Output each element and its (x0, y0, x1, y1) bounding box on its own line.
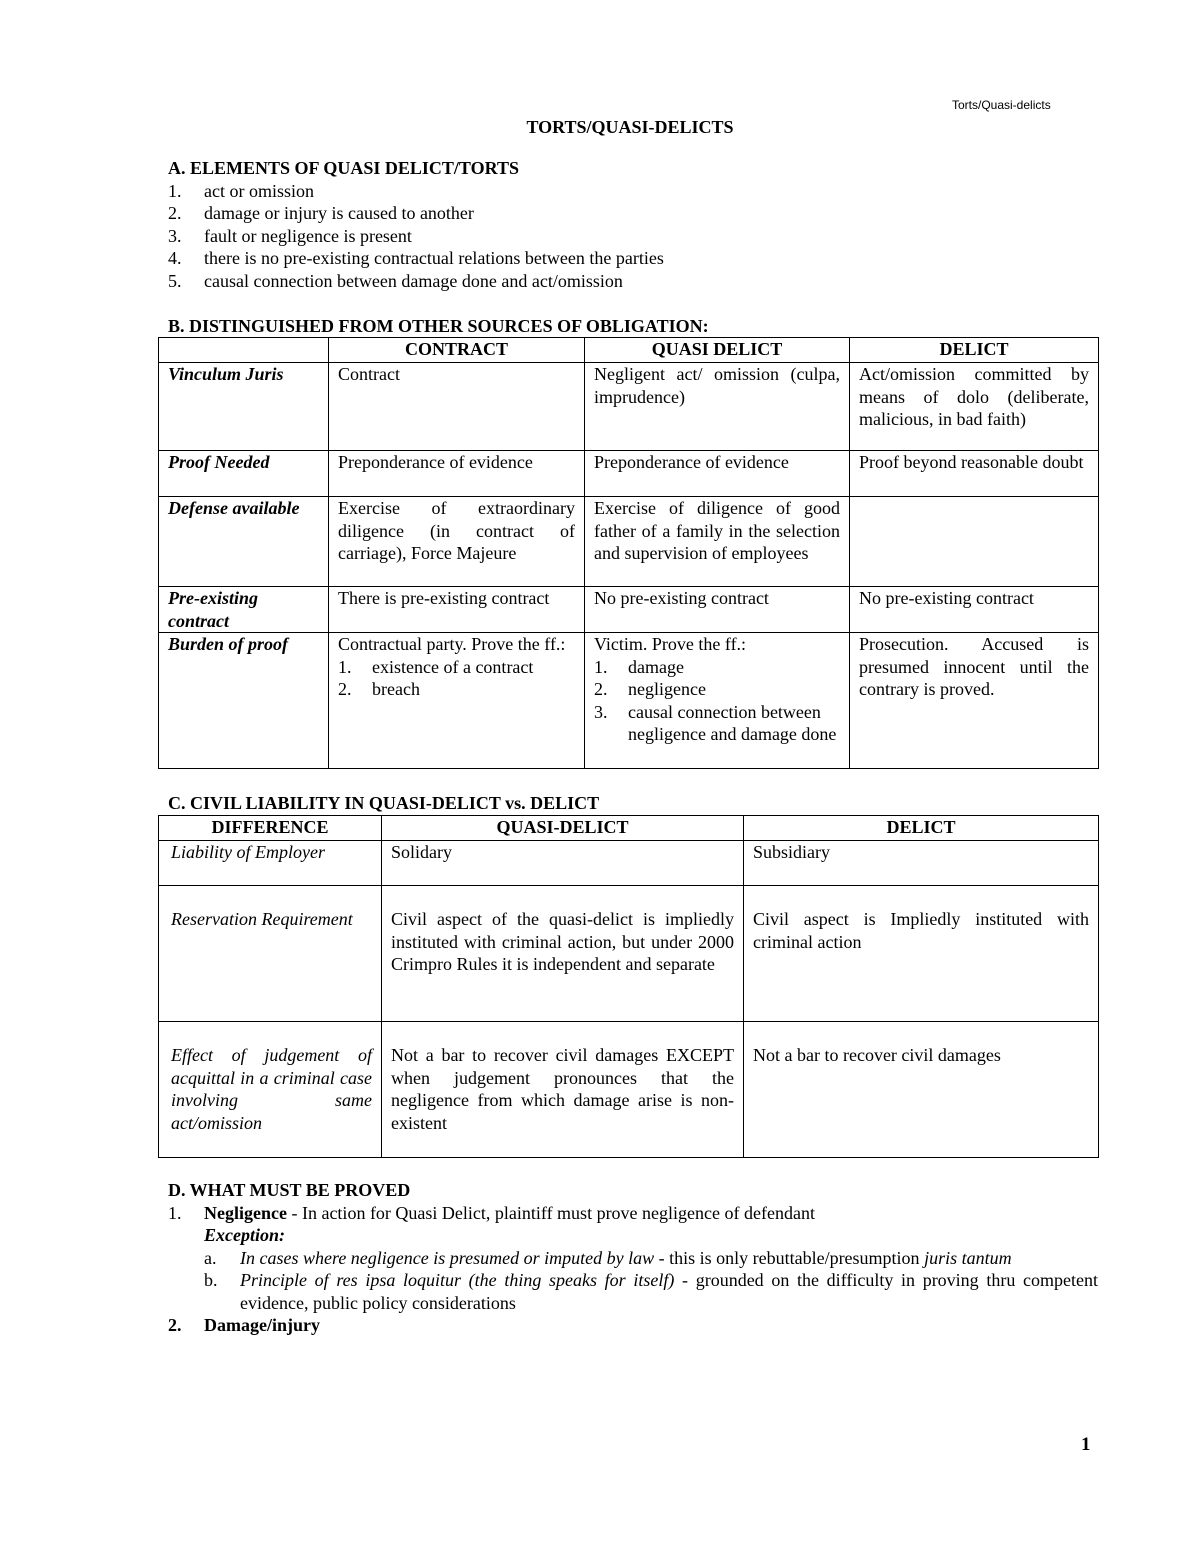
row-label: Burden of proof (159, 633, 329, 769)
table-cell: Civil aspect is Impliedly instituted with criminal action (744, 886, 1099, 1022)
list-number: 1. (594, 656, 608, 677)
list-item (168, 225, 1098, 248)
list-text: act or omission (204, 180, 314, 201)
table-cell: Act/omission committed by means of dolo (deliberate, malicious, in bad faith) (850, 363, 1099, 451)
header-cell: DIFFERENCE (159, 816, 382, 841)
list-bold-term: Damage/injury (204, 1315, 320, 1335)
cell-list (338, 656, 575, 701)
list-text: damage (628, 656, 684, 677)
cell-intro: Contractual party. Prove the ff.: (338, 634, 566, 654)
list-item (168, 1202, 1098, 1315)
header-cell: QUASI DELICT (585, 338, 850, 363)
list-number: 1. (168, 1202, 182, 1223)
elements-list (168, 180, 1098, 293)
row-label: Liability of Employer (159, 841, 382, 886)
table-cell: Not a bar to recover civil damages (744, 1022, 1099, 1158)
header-cell: QUASI-DELICT (382, 816, 744, 841)
table-cell: Contract (329, 363, 585, 451)
table-header-row (159, 816, 1099, 841)
table-row (159, 451, 1099, 497)
list-text: causal connection between negligence and damage done (628, 701, 837, 744)
table-cell: Not a bar to recover civil damages EXCEPT when judgement pronounces that the negligence from which damage arise is non-existent (382, 1022, 744, 1158)
header-cell: CONTRACT (329, 338, 585, 363)
table-header-row (159, 338, 1099, 363)
row-label: Defense available (159, 497, 329, 587)
header-cell: DELICT (850, 338, 1099, 363)
section-a (168, 157, 1098, 292)
table-cell (329, 633, 585, 769)
list-italic: juris tantum (924, 1247, 1012, 1268)
list-number: 2. (168, 203, 182, 223)
table-cell: Prosecution. Accused is presumed innocent until the contrary is proved. (850, 633, 1099, 769)
table-cell: Solidary (382, 841, 744, 886)
list-item (338, 656, 575, 679)
list-item (168, 202, 1098, 225)
table-cell: Exercise of diligence of good father of a family in the selection and supervision of employees (585, 497, 850, 587)
list-item (168, 247, 1098, 270)
cell-list (594, 656, 840, 746)
section-c-heading: C. CIVIL LIABILITY IN QUASI-DELICT vs. DELICT (168, 793, 600, 813)
header-cell (159, 338, 329, 363)
row-label: Pre-existing contract (159, 587, 329, 633)
list-item (338, 678, 575, 701)
list-text: causal connection between damage done and act/omission (204, 270, 623, 291)
proof-list (168, 1202, 1098, 1337)
table-cell: Subsidiary (744, 841, 1099, 886)
row-label: Proof Needed (159, 451, 329, 497)
table-row (159, 886, 1099, 1022)
list-number: 3. (168, 225, 182, 246)
list-item (594, 678, 840, 701)
list-text: fault or negligence is present (204, 225, 412, 246)
list-item (594, 701, 840, 746)
list-text: there is no pre-existing contractual relations between the parties (204, 248, 664, 268)
section-b-heading-wrap (168, 315, 1098, 338)
list-item (168, 180, 1098, 203)
list-item (168, 270, 1098, 293)
table-row (159, 587, 1099, 633)
list-text: - grounded on the difficulty in proving thru competent evidence, public policy considerations (240, 1270, 1098, 1313)
list-number: 1. (338, 656, 352, 677)
table-cell: No pre-existing contract (585, 587, 850, 633)
list-item (204, 1269, 1098, 1314)
list-item (594, 656, 840, 679)
list-item (204, 1247, 1098, 1270)
list-number: 1. (168, 180, 182, 201)
table-cell: There is pre-existing contract (329, 587, 585, 633)
list-text: breach (372, 679, 420, 699)
page-number: 1 (1081, 1434, 1091, 1455)
civil-liability-table (158, 815, 1099, 1158)
table-cell: Proof beyond reasonable doubt (850, 451, 1099, 497)
section-a-heading: A. ELEMENTS OF QUASI DELICT/TORTS (168, 158, 519, 178)
list-number: 2. (338, 679, 352, 699)
table-cell: Civil aspect of the quasi-delict is impliedly instituted with criminal action, but under 2000 Crimpro Rules it is independent and separate (382, 886, 744, 1022)
list-text: - In action for Quasi Delict, plaintiff must prove negligence of defendant (286, 1202, 815, 1223)
table-cell (585, 633, 850, 769)
table-row (159, 363, 1099, 451)
header-cell: DELICT (744, 816, 1099, 841)
table-cell: No pre-existing contract (850, 587, 1099, 633)
section-b-heading: B. DISTINGUISHED FROM OTHER SOURCES OF OBLIGATION: (168, 316, 709, 336)
exception-label: Exception: (204, 1225, 285, 1245)
row-label: Reservation Requirement (159, 886, 382, 1022)
list-item (168, 1314, 1098, 1337)
list-letter: a. (204, 1247, 217, 1268)
list-text: - this is only rebuttable/presumption (654, 1247, 925, 1268)
table-row (159, 633, 1099, 769)
list-letter: b. (204, 1270, 218, 1290)
list-bold-term: Negligence (204, 1202, 287, 1223)
section-d (168, 1179, 1098, 1337)
list-italic: In cases where negligence is presumed or imputed by law (240, 1247, 655, 1268)
list-italic: Principle of res ipsa loquitur (the thing speaks for itself) (240, 1270, 675, 1290)
obligation-sources-table (158, 337, 1099, 769)
section-c-heading-wrap (168, 792, 1098, 815)
list-number: 5. (168, 270, 182, 291)
row-label: Vinculum Juris (159, 363, 329, 451)
table-cell: Preponderance of evidence (329, 451, 585, 497)
table-row (159, 497, 1099, 587)
list-text: existence of a contract (372, 656, 534, 677)
table-cell: Preponderance of evidence (585, 451, 850, 497)
list-number: 2. (168, 1315, 182, 1335)
table-cell: Negligent act/ omission (culpa, imprudence) (585, 363, 850, 451)
section-d-heading: D. WHAT MUST BE PROVED (168, 1180, 411, 1200)
row-label: Effect of judgement of acquittal in a criminal case involving same act/omission (159, 1022, 382, 1158)
table-cell: Exercise of extraordinary diligence (in contract of carriage), Force Majeure (329, 497, 585, 587)
running-header: Torts/Quasi-delicts (952, 98, 1051, 112)
list-number: 4. (168, 248, 182, 268)
table-row (159, 1022, 1099, 1158)
document-title: TORTS/QUASI-DELICTS (526, 117, 734, 137)
list-text: negligence (628, 679, 706, 699)
table-cell (850, 497, 1099, 587)
list-number: 3. (594, 701, 608, 722)
list-text: damage or injury is caused to another (204, 203, 474, 223)
cell-intro: Victim. Prove the ff.: (594, 634, 747, 654)
list-number: 2. (594, 679, 608, 699)
exception-list (204, 1247, 1098, 1315)
table-row (159, 841, 1099, 886)
